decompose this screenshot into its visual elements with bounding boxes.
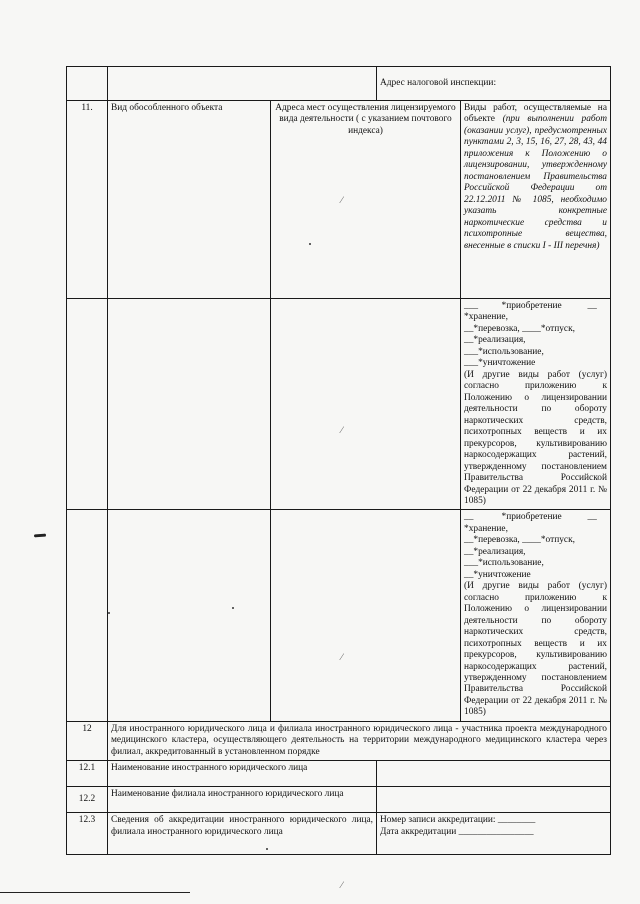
scan-blot xyxy=(34,534,46,538)
scan-mark-3: ⁄ xyxy=(341,652,343,662)
scan-mark-2: ⁄ xyxy=(341,425,343,435)
scan-mark-1: ⁄ xyxy=(341,195,343,205)
accreditation-date: Дата аккредитации ________________ xyxy=(380,826,534,837)
object-2-work-cell xyxy=(461,510,611,721)
work-1-line-use: ___*использование, xyxy=(464,346,544,357)
tax-office-label: Адрес налоговой инспекции: xyxy=(380,77,497,88)
row-12-1-number: 12.1 xyxy=(67,761,108,787)
scan-dot-3 xyxy=(108,612,110,614)
object-row-2 xyxy=(67,510,611,721)
work-2-line-destroy: __*уничтожение xyxy=(464,569,531,580)
work-1-note: (И другие виды работ (услуг) согласно приложению к Положению о лицензировании деятельности по обороту наркотических средств, психотропных веществ и их прекурсоров, культивированию наркосодержащих растений, утвержденному постановлением Правительства Российской Федерации от 22 декабря 2011 г. № 1085) xyxy=(464,369,607,506)
license-form-table xyxy=(66,66,611,855)
work-1-line-sale: __*реализация, xyxy=(464,335,526,346)
row-11-number: 11. xyxy=(67,101,108,299)
foreign-entity-name-value xyxy=(377,761,611,787)
work-types-header-text: Виды работ, осуществляемые на объекте xyxy=(464,103,607,125)
work-2-line-use: ___*использование, xyxy=(464,558,544,569)
scan-mark-4: ⁄ xyxy=(341,880,343,890)
work-2-note: (И другие виды работ (услуг) согласно приложению к Положению о лицензировании деятельности по обороту наркотических средств, психотропных веществ и их прекурсоров, культивированию наркосодержащих растений, утвержденному постановлением Правительства Российской Федерации от 22 декабря 2011 г. № 1085) xyxy=(464,581,607,718)
foreign-entity-name-label: Наименование иностранного юридического лица xyxy=(108,761,377,787)
activity-addresses-header: Адреса мест осуществления лицензируемого вида деятельности ( с указанием почтового индекса) xyxy=(271,101,461,299)
work-types-header xyxy=(461,101,611,299)
object-2-num-cell xyxy=(67,510,108,721)
accreditation-record-number: Номер записи аккредитации: ________ xyxy=(380,815,536,826)
object-row-1 xyxy=(67,299,611,510)
object-2-type-cell xyxy=(108,510,271,721)
work-types-header-note: (при выполнении работ (оказании услуг), предусмотренных пунктами 2, 3, 15, 16, 27, 28, 43, 44 приложения к Положению о лицензировании, утвержденному постановлением Правительства Российской Федерации от 22.12.2011 № 1085, необходимо указать конкретные наркотические средства и психотропные вещества, внесенные в списки I - III перечня) xyxy=(464,114,607,251)
row-12 xyxy=(67,721,611,760)
work-1-line-acquire: ___ *приобретение __ xyxy=(464,301,597,311)
object-1-address-cell xyxy=(271,299,461,510)
object-1-work-cell xyxy=(461,299,611,510)
accreditation-details-cell xyxy=(377,813,611,855)
row-12-2 xyxy=(67,787,611,813)
row-12-3-number: 12.3 xyxy=(67,813,108,855)
row-12-text: Для иностранного юридического лица и филиала иностранного юридического лица - участника проекта международного медицинского кластера, осуществляющего деятельность на территории международного медицинского кластера через филиал, аккредитованный в установленном порядке xyxy=(108,721,611,760)
tax-office-row xyxy=(67,67,611,101)
work-2-line-acquire: __ *приобретение __ xyxy=(464,512,597,523)
row-12-number: 12 xyxy=(67,721,108,760)
work-1-line-destroy: ___*уничтожение xyxy=(464,358,536,369)
work-2-line-transport: __*перевозка, ____*отпуск, xyxy=(464,535,575,546)
scan-dot-2 xyxy=(232,607,234,609)
tax-office-cell xyxy=(377,67,611,101)
row-12-3 xyxy=(67,813,611,855)
scan-dot-4 xyxy=(266,848,268,850)
row-11-header xyxy=(67,101,611,299)
tax-row-blank-cell xyxy=(108,67,377,101)
accreditation-info-label: Сведения об аккредитации иностранного юридического лица, филиала иностранного юридического лица xyxy=(108,813,377,855)
object-1-type-cell xyxy=(108,299,271,510)
branch-name-label: Наименование филиала иностранного юридического лица xyxy=(108,787,377,813)
tax-row-num-cell xyxy=(67,67,108,101)
row-12-1 xyxy=(67,761,611,787)
object-2-address-cell xyxy=(271,510,461,721)
separate-object-type-header: Вид обособленного объекта xyxy=(108,101,271,299)
bottom-rule-line xyxy=(0,892,190,893)
work-2-line-storage: *хранение, xyxy=(464,523,508,534)
scan-dot-1 xyxy=(309,243,311,245)
object-1-num-cell xyxy=(67,299,108,510)
work-1-line-storage: *хранение, xyxy=(464,312,508,323)
branch-name-value xyxy=(377,787,611,813)
work-1-line-transport: __*перевозка, ____*отпуск, xyxy=(464,323,575,334)
work-2-line-sale: __*реализация, xyxy=(464,546,526,557)
row-12-2-number: 12.2 xyxy=(67,787,108,813)
